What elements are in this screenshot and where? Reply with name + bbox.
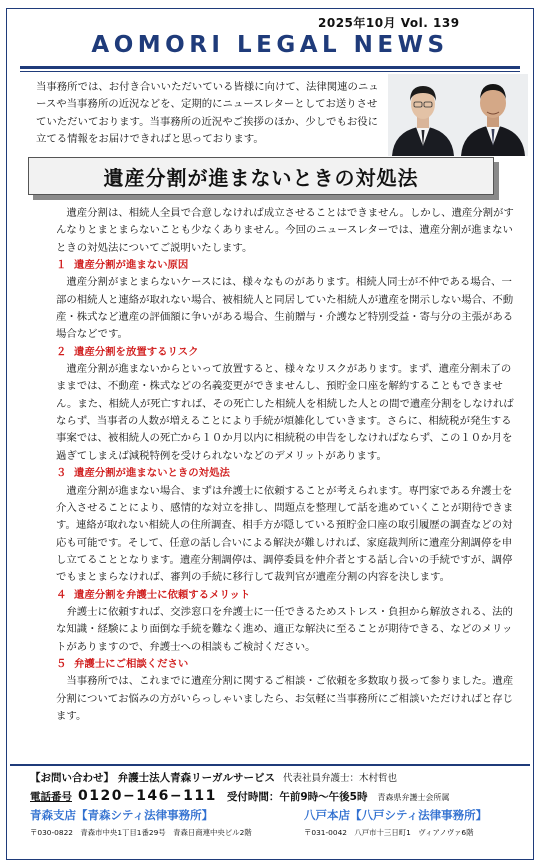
section-title: 弁護士にご相談ください bbox=[74, 657, 189, 670]
article-lead: 遺産分割は、相続人全員で合意しなければ成立させることはできません。しかし、遺産分割がすんなりとまとまらないことも少なくありません。今回のニュースレターでは、遺産分割が進まないときの対処法についてご説明いたします。 bbox=[56, 207, 514, 254]
masthead: AOMORI LEGAL NEWS bbox=[91, 32, 449, 58]
section-heading bbox=[56, 656, 517, 673]
section-text: 遺産分割がまとまらないケースには、様々なものがあります。相続人同士が不仲である場合、一部の相続人と連絡が取れない場合、被相続人と同居していた相続人が遺産を開示しない場合、不動産・株式など遺産の評価額に争いがある場合、生前贈与・介護など特別受益・寄与分の主張がある場合などです。 bbox=[56, 276, 514, 341]
section-text: 弁護士に依頼すれば、交渉窓口を弁護士に一任できるためストレス・負担から解放される、法的な知識・経験により面倒な手続を難なく進め、適正な解決に至ることが期待できる、などのメリットがありますので、弁護士への相談もご検討ください。 bbox=[56, 605, 513, 653]
address-row bbox=[30, 825, 520, 839]
section-number: ４ bbox=[56, 588, 67, 601]
address-hachinohe: 〒031-0042 八戸市十三日町1 ヴィアノヴァ6階 bbox=[304, 828, 474, 837]
section-title: 遺産分割を弁護士に依頼するメリット bbox=[74, 588, 251, 601]
branch-hachinohe: 八戸本店【八戸シティ法律事務所】 bbox=[304, 808, 488, 822]
section-heading bbox=[56, 257, 517, 274]
representative: 代表社員弁護士：木村哲也 bbox=[282, 773, 397, 784]
masthead-rule-thin bbox=[20, 71, 520, 72]
section-number: ２ bbox=[56, 345, 67, 358]
footer-phone-row bbox=[30, 787, 520, 807]
section-number: ３ bbox=[56, 467, 67, 480]
section-text: 遺産分割が進まない場合、まずは弁護士に依頼することが考えられます。専門家である弁護士を介入させることにより、感情的な対立を排し、問題点を整理して話を進めていくことが期待できます。連絡が取れない相続人の住所調査、相手方が隠している預貯金口座の取引履歴の調査などの対応も可能です。そして、任意の話し合いによる解決が難しければ、家庭裁判所に遺産分割調停を申し立てることとなります。遺産分割調停は、調停委員を仲介者とする話し合いの手続ですが、調停でもまとまらなければ、審判の手続に移行して裁判官が遺産分割の内容を決します。 bbox=[56, 484, 514, 584]
article-title: 遺産分割が進まないときの対処法 bbox=[103, 165, 419, 190]
address-aomori: 〒030-0822 青森市中央1丁目1番29号 青森日商連中央ビル2階 bbox=[30, 828, 252, 837]
lawyer-photo-right bbox=[458, 74, 528, 156]
section-title: 遺産分割を放置するリスク bbox=[74, 345, 199, 358]
section-number: １ bbox=[56, 259, 67, 272]
footer-divider bbox=[10, 764, 530, 766]
section-number: ５ bbox=[56, 657, 67, 670]
section-text: 遺産分割が進まないからといって放置すると、様々なリスクがあります。まず、遺産分割未了のままでは、不動産・株式などの名義変更ができませんし、預貯金口座を解約することもできません。また、相続人が死亡すれば、その死亡した相続人を相続した人との間で遺産分割をしなければならず、当事者の人数が増えることにより手続が煩雑化していきます。さらに、相続税が発生する事案では、被相続人の死亡から１０か月以内に相続税の申告をしなければならず、この１０か月を過ぎてしまえば減税特例を受けられないなどのデメリットがあります。 bbox=[56, 363, 514, 462]
phone-number[interactable]: 0120−146−111 bbox=[78, 788, 217, 804]
footer-contact-row bbox=[30, 770, 520, 787]
phone-label: 電話番号 bbox=[30, 791, 72, 803]
footer bbox=[30, 770, 520, 839]
section-heading bbox=[56, 465, 517, 482]
article-title-box bbox=[28, 157, 494, 195]
section-text: 当事務所では、これまでに遺産分割に関するご相談・ご依頼を多数取り扱って参りました。遺産分割についてお悩みの方がいらっしゃいましたら、お気軽に当事務所にご相談いただければと存じます。 bbox=[56, 675, 514, 722]
lawyer-photo-left bbox=[388, 74, 458, 156]
section-heading bbox=[56, 587, 517, 604]
office-hours: 受付時間：午前9時〜午後5時 bbox=[226, 791, 368, 803]
masthead-rule bbox=[20, 66, 520, 69]
branch-aomori: 青森支店【青森シティ法律事務所】 bbox=[30, 808, 214, 822]
branch-row bbox=[30, 807, 520, 825]
bar-association: 青森県弁護士会所属 bbox=[377, 793, 450, 802]
issue-label: 2025年10月 Vol. 139 bbox=[318, 16, 460, 30]
intro-text: 当事務所では、お付き合いいただいている皆様に向けて、法律関連のニュースや当事務所の近況などを、定期的にニュースレターとしてお送りさせていただいております。当事務所の近況やご挨拶のほか、少しでもお役に立てる情報をお届けできればと思っております。 bbox=[36, 81, 379, 146]
section-heading bbox=[56, 344, 517, 361]
contact-firm: 【お問い合わせ】 弁護士法人青森リーガルサービス bbox=[30, 772, 275, 784]
section-title: 遺産分割が進まないときの対処法 bbox=[74, 467, 230, 480]
section-title: 遺産分割が進まない原因 bbox=[74, 259, 189, 272]
article-body bbox=[56, 205, 517, 725]
